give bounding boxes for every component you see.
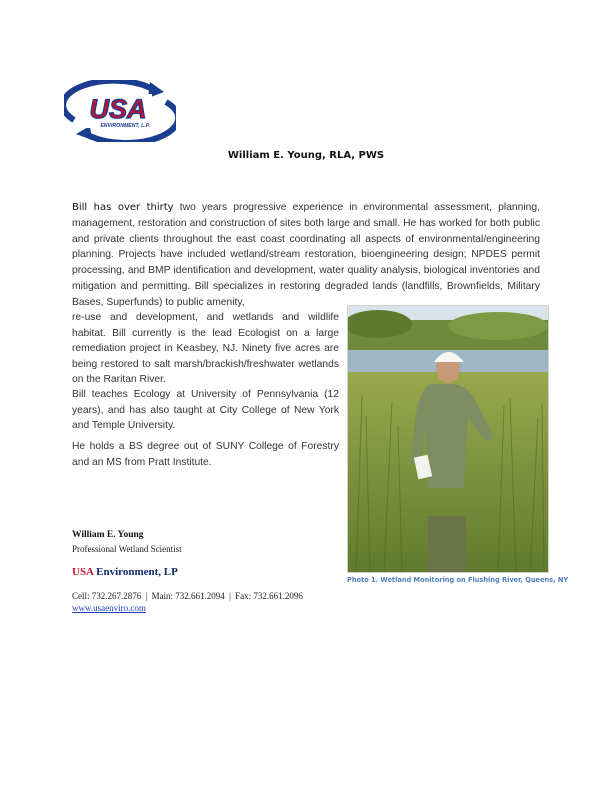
company-usa-text: USA [72,566,94,578]
cell-phone: Cell: 732.267.2876 [72,591,142,601]
company-logo [64,80,176,142]
signature-name: William E. Young [72,530,144,540]
bio-paragraph-teaching: Bill teaches Ecology at University of Pennsylvania (12 years), and has also taught at City College of New York and Temple University. [72,389,339,432]
page-title: William E. Young, RLA, PWS [227,150,385,161]
logo-brand-text: USA [89,94,147,124]
company-rest-text: Environment, LP [96,566,178,578]
photo-tree-cluster [448,312,548,340]
signature-phones [72,591,303,601]
signature-company [72,566,178,578]
separator: | [229,591,231,601]
bio-paragraph-habitat: re-use and development, and wetlands and wildlife habitat. Bill currently is the lead Ecologist on a large remediation project in Keasbey, NJ. Ninety five acres are being restored to salt marsh/brackish/freshwater wetlands on the Raritan River. [72,312,339,386]
signature-title: Professional Wetland Scientist [72,544,182,554]
separator: | [145,591,148,601]
website-link[interactable]: www.usaenviro.com [72,603,146,613]
bio-lead-text: Bill has over thirty [72,202,174,213]
photo-caption: Photo 1. Wetland Monitoring on Flushing River, Queens, NY [347,576,569,584]
usa-environment-logo [64,80,176,142]
logo-arrow-bottom [76,126,92,140]
wetland-photo [347,305,549,573]
logo-sub-text: ENVIRONMENT, L.P. [100,123,150,129]
bio-intro-paragraph [72,200,540,311]
bio-paragraph-education: He holds a BS degree out of SUNY College of Forestry and an MS from Pratt Institute. [72,441,339,468]
bio-intro-text: two years progressive experience in environmental assessment, planning, management, restoration and construction of sites both large and small. He has worked for both public and private clients throughout the east coast coordinating all aspects of environmental/engineering planning. Projects have included wetland/stream restoration, bioengineering design; NPDES permit processing, and BMP identification and development, water quality analysis, biological inventories and mitigation and permitting. Bill specializes in restoring degraded lands (landfills, Brownfields, Military Bases, Superfunds) to public amenity, [72,202,540,308]
fax-number: Fax: 732.661.2096 [235,591,303,601]
main-phone: Main: 732.661.2094 [151,591,225,601]
wetland-monitoring-image [348,306,549,573]
